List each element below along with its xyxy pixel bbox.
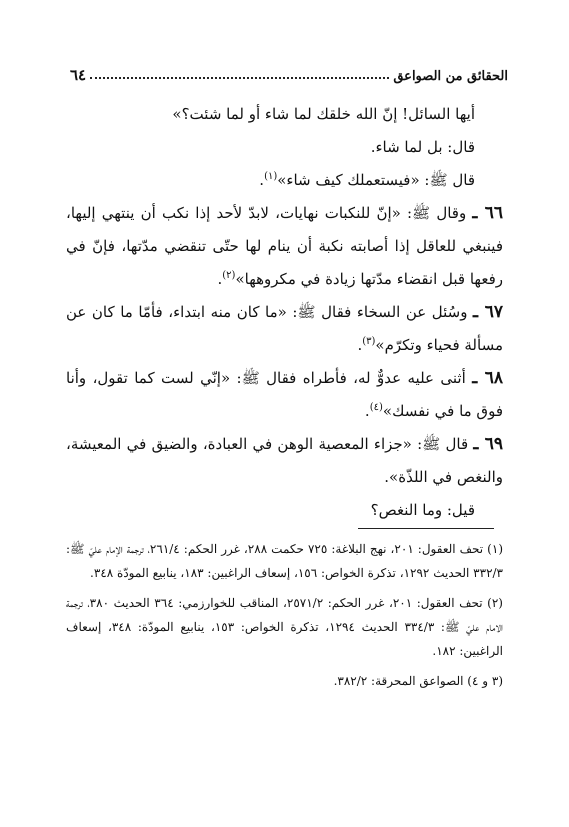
paragraph-answer: قال: بل لما شاء. — [370, 138, 475, 156]
saying-68 — [66, 362, 503, 428]
running-title: الحقائق من الصواعق — [393, 69, 508, 84]
saying-66 — [66, 197, 503, 296]
header-leader-dots — [90, 77, 389, 79]
running-header — [64, 62, 510, 84]
footnote-ref-1: (١) — [264, 171, 278, 182]
saying-number-68: ٦٨ ـ — [472, 368, 503, 388]
saying-end: . — [259, 171, 265, 189]
saying-number-69: ٦٩ ـ — [473, 434, 503, 454]
saying-67-text: وسُئل عن السخاء فقال ﷺ: «ما كان منه ابتداء، فأمّا ما كان عن مسألة فحياء وتكرّم» — [66, 303, 503, 354]
footnote-1: (١) تحف العقول: ٢٠١، نهج البلاغة: ٧٢٥ حكمت ٢٨٨، غرر الحكم: ٢٦١/٤، ترجمة الإمام عليّ ﷺ: ٣٣٢/٣ الحديث ١٢٩٢، تذكرة الخواص: ١٥٦، إسعاف الراغبين: ١٨٣، ينابيع المودّة ٣٤٨. — [66, 542, 503, 580]
saying-67 — [66, 296, 503, 362]
saying-text: قال ﷺ: «فيستعملك كيف شاء» — [277, 171, 475, 189]
saying-68-text: أثنى عليه عدوٌّ له، فأطراه فقال ﷺ: «إنّي لست كما تقول، وأنا فوق ما في نفسك» — [66, 369, 503, 420]
saying-67-end: . — [357, 336, 363, 354]
saying-68-end: . — [364, 402, 370, 420]
saying-69-text: قال ﷺ: «جزاء المعصية الوهن في العبادة، والضيق في المعيشة، والنغص في اللذّة». — [66, 435, 503, 486]
footnote-ref-2: (٢) — [222, 270, 236, 281]
main-text — [66, 98, 503, 527]
paragraph-final-question: قيل: وما النغص؟ — [370, 501, 475, 519]
page-number: ٦٤ — [70, 66, 87, 84]
footnote-3-4: (٣ و ٤) الصواعق المحرقة: ٣٨٢/٢. — [333, 674, 503, 688]
saying-number-66: ٦٦ ـ — [472, 203, 503, 223]
footnote-ref-4: (٤) — [369, 402, 383, 413]
footnotes — [66, 537, 503, 699]
saying-69 — [66, 428, 503, 494]
paragraph-saying-65-end — [66, 164, 503, 197]
saying-66-text: وقال ﷺ: «إنّ للنكبات نهايات، لابدّ لأحد إذا نكب أن ينتهي إليها، فينبغي للعاقل إذا أصابته نكبة أن ينام لها حتّى تنقضي مدّتها، فإنّ في رفعها قبل انقضاء مدّتها زيادة في مكروهها» — [66, 204, 503, 288]
footnote-separator — [358, 528, 494, 529]
saying-number-67: ٦٧ ـ — [473, 302, 503, 322]
paragraph-question-end: أيها السائل! إنّ الله خلقك لما شاء أو لما شئت؟» — [172, 105, 475, 123]
footnote-2: (٢) تحف العقول: ٢٠١، غرر الحكم: ٢٥٧١/٢، المناقب للخوارزمي: ٣٦٤ الحديث ٣٨٠، ترجمة الامام عليّ ﷺ: ٣٣٤/٣ الحديث ١٢٩٤، تذكرة الخواص: ١٥٣، ينابيع المودّة: ٣٤٨، إسعاف الراغبين: ١٨٢. — [66, 596, 503, 658]
footnote-ref-3: (٣) — [362, 336, 376, 347]
saying-66-end: . — [217, 270, 223, 288]
